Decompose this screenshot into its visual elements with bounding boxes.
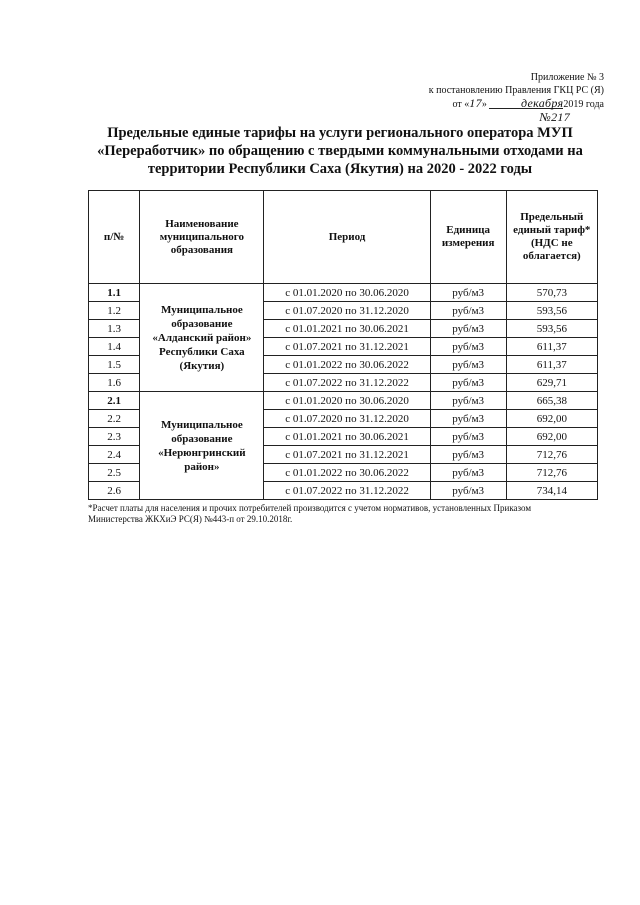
row-price: 712,76 (506, 446, 597, 464)
row-price: 734,14 (506, 482, 597, 500)
row-num: 2.2 (89, 410, 140, 428)
row-price: 611,37 (506, 356, 597, 374)
row-unit: руб/м3 (430, 464, 506, 482)
row-unit: руб/м3 (430, 338, 506, 356)
appendix-month: декабря (489, 97, 563, 109)
row-unit: руб/м3 (430, 410, 506, 428)
row-period: с 01.01.2020 по 30.06.2020 (264, 392, 430, 410)
row-price: 665,38 (506, 392, 597, 410)
appendix-resolution: к постановлению Правления ГКЦ РС (Я) (428, 85, 604, 96)
municipality-aldan: Муниципальное образование «Алданский район» Республики Саха (Якутия) (140, 284, 264, 392)
header-municipality: Наименование муниципального образования (140, 191, 264, 284)
row-num: 2.4 (89, 446, 140, 464)
appendix-number: №217 (539, 110, 570, 124)
row-unit: руб/м3 (430, 428, 506, 446)
appendix-day: 17 (469, 96, 482, 110)
tariffs-table (88, 190, 598, 500)
row-period: с 01.07.2022 по 31.12.2022 (264, 482, 430, 500)
header-tariff: Предельный единый тариф* (НДС не облагается) (506, 191, 597, 284)
row-period: с 01.01.2022 по 30.06.2022 (264, 464, 430, 482)
row-period: с 01.01.2021 по 30.06.2021 (264, 320, 430, 338)
row-price: 611,37 (506, 338, 597, 356)
row-num: 2.3 (89, 428, 140, 446)
appendix-date-line: от «17» декабря2019 года (452, 96, 604, 110)
row-price: 692,00 (506, 410, 597, 428)
row-price: 692,00 (506, 428, 597, 446)
row-period: с 01.07.2022 по 31.12.2022 (264, 374, 430, 392)
row-num: 1.4 (89, 338, 140, 356)
row-unit: руб/м3 (430, 446, 506, 464)
appendix-year: 2019 года (563, 99, 604, 110)
row-num: 1.5 (89, 356, 140, 374)
row-price: 570,73 (506, 284, 597, 302)
row-num: 1.1 (89, 284, 140, 302)
row-num: 1.6 (89, 374, 140, 392)
row-period: с 01.07.2020 по 31.12.2020 (264, 302, 430, 320)
row-num: 2.6 (89, 482, 140, 500)
row-unit: руб/м3 (430, 320, 506, 338)
table-row (89, 392, 598, 410)
header-unit: Единица измерения (430, 191, 506, 284)
row-unit: руб/м3 (430, 356, 506, 374)
header-period: Период (264, 191, 430, 284)
row-period: с 01.07.2021 по 31.12.2021 (264, 338, 430, 356)
row-unit: руб/м3 (430, 482, 506, 500)
row-period: с 01.01.2020 по 30.06.2020 (264, 284, 430, 302)
header-num: п/№ (89, 191, 140, 284)
row-num: 1.2 (89, 302, 140, 320)
row-period: с 01.07.2020 по 31.12.2020 (264, 410, 430, 428)
row-unit: руб/м3 (430, 392, 506, 410)
row-num: 2.1 (89, 392, 140, 410)
appendix-block (304, 71, 604, 125)
row-period: с 01.01.2021 по 30.06.2021 (264, 428, 430, 446)
row-num: 1.3 (89, 320, 140, 338)
row-period: с 01.07.2021 по 31.12.2021 (264, 446, 430, 464)
row-unit: руб/м3 (430, 374, 506, 392)
row-num: 2.5 (89, 464, 140, 482)
row-price: 593,56 (506, 320, 597, 338)
appendix-from-label: от « (452, 99, 470, 110)
table-header-row (89, 191, 598, 284)
table-row (89, 284, 598, 302)
row-price: 712,76 (506, 464, 597, 482)
document-title: Предельные единые тарифы на услуги регионального оператора МУП «Переработчик» по обращению с твердыми коммунальными отходами на территории Республики Саха (Якутия) на 2020 - 2022 годы (97, 125, 583, 177)
row-price: 593,56 (506, 302, 597, 320)
row-period: с 01.01.2022 по 30.06.2022 (264, 356, 430, 374)
municipality-neryungri: Муниципальное образование «Нерюнгринский район» (140, 392, 264, 500)
footnote: *Расчет платы для населения и прочих потребителей производится с учетом нормативов, установленных Приказом Министерства ЖКХиЭ РС(Я) №443-п от 29.10.2018г. (88, 503, 532, 524)
row-price: 629,71 (506, 374, 597, 392)
row-unit: руб/м3 (430, 302, 506, 320)
appendix-title: Приложение № 3 (530, 72, 604, 83)
row-unit: руб/м3 (430, 284, 506, 302)
